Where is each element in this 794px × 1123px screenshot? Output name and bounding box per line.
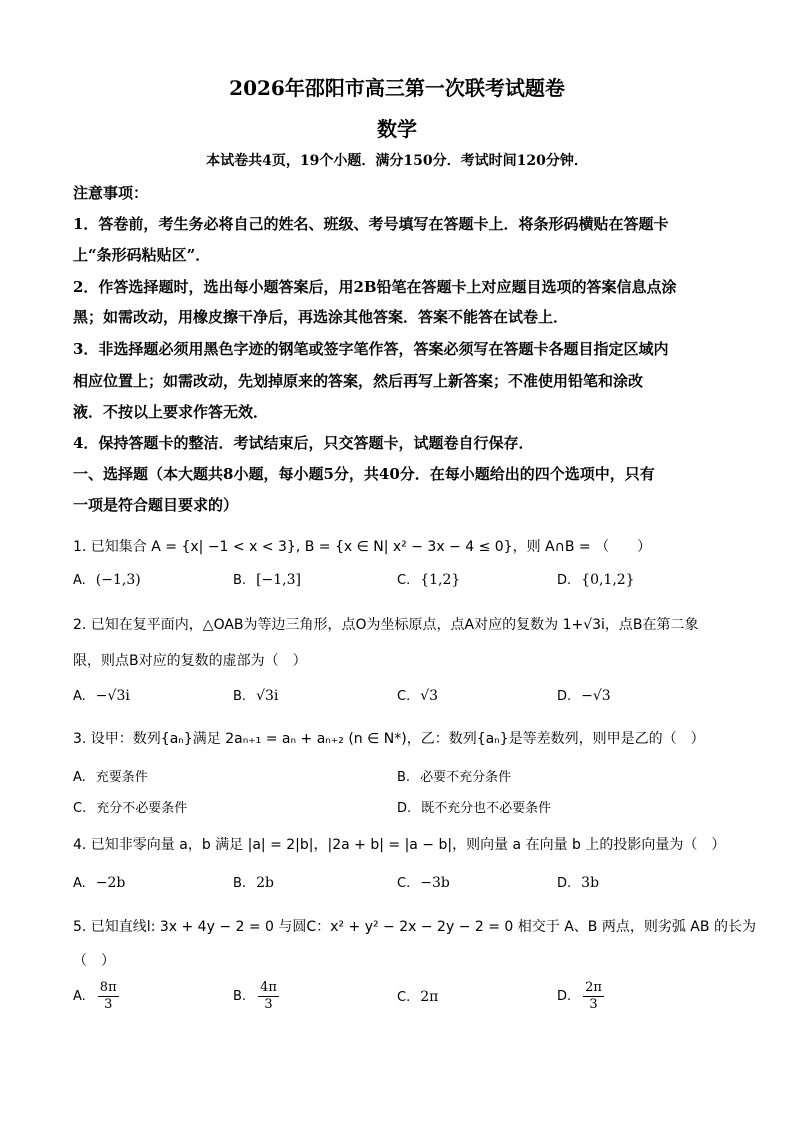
notes-line: 4．保持答题卡的整洁．考试结束后，只交答题卡，试题卷自行保存． bbox=[73, 434, 534, 452]
option-4d[interactable] bbox=[557, 875, 599, 891]
option-3d[interactable] bbox=[397, 797, 551, 816]
option-5d[interactable] bbox=[557, 980, 604, 1013]
question-stem-1: 1. 已知集合 A = {x| −1 < x < 3}, B = {x ∈ N| x² − 3x − 4 ≤ 0}，则 A∩B = （ ） bbox=[73, 539, 652, 555]
option-label: B. bbox=[233, 989, 247, 1004]
option-label: D. bbox=[557, 876, 572, 891]
notes-line: 1．答卷前，考生务必将自己的姓名、班级、考号填写在答题卡上．将条形码横贴在答题卡 bbox=[73, 215, 669, 233]
option-value: 2b bbox=[256, 875, 274, 891]
notes-line: 3．非选择题必须用黑色字迹的钢笔或签字笔作答，答案必须写在答题卡各题目指定区域内 bbox=[73, 340, 669, 358]
option-value: {1,2} bbox=[420, 572, 461, 588]
option-value: −2b bbox=[95, 875, 126, 891]
option-5c[interactable] bbox=[397, 989, 438, 1005]
option-5a[interactable] bbox=[73, 980, 119, 1013]
option-3a[interactable] bbox=[73, 766, 148, 785]
question-stem-5: 5. 已知直线l: 3x + 4y − 2 = 0 与圆C：x² + y² − 2x − 2y − 2 = 0 相交于 A、B 两点，则劣弧 AB 的长为 bbox=[73, 919, 756, 935]
option-label: A. bbox=[73, 689, 86, 704]
option-value: −3b bbox=[420, 875, 450, 891]
option-3b[interactable] bbox=[397, 766, 511, 785]
fraction: $\frac{8\pi}{3}$ bbox=[99, 980, 117, 1012]
option-value: −√3i bbox=[95, 688, 130, 704]
option-4c[interactable] bbox=[397, 875, 450, 891]
option-2c[interactable] bbox=[397, 688, 438, 704]
option-label: C. bbox=[397, 990, 411, 1005]
option-label: D. bbox=[397, 801, 412, 816]
option-value: 3b bbox=[581, 875, 600, 891]
option-4b[interactable] bbox=[233, 875, 274, 891]
option-value: [−1,3] bbox=[256, 572, 301, 588]
option-1a[interactable] bbox=[73, 572, 141, 588]
option-value: (−1,3) bbox=[95, 572, 141, 588]
option-value: 充分不必要条件 bbox=[96, 801, 188, 816]
option-value: {0,1,2} bbox=[581, 572, 635, 588]
option-1d[interactable] bbox=[557, 572, 635, 588]
option-label: D. bbox=[557, 689, 572, 704]
option-2a[interactable] bbox=[73, 688, 130, 704]
option-3c[interactable] bbox=[73, 797, 187, 816]
fraction: $\frac{4\pi}{3}$ bbox=[260, 980, 277, 1012]
question-stem-2: 2. 已知在复平面内，△OAB为等边三角形，点O为坐标原点，点A对应的复数为 1+√3i，点B在第二象 bbox=[73, 617, 699, 633]
option-label: A. bbox=[73, 989, 86, 1004]
option-label: A. bbox=[73, 876, 86, 891]
option-label: D. bbox=[557, 989, 572, 1004]
option-label: C. bbox=[397, 689, 411, 704]
notes-line: 相应位置上；如需改动，先划掉原来的答案，然后再写上新答案；不准使用铅笔和涂改 bbox=[73, 372, 644, 390]
option-value: 必要不充分条件 bbox=[420, 770, 512, 785]
option-value: 2π bbox=[420, 989, 439, 1005]
option-value: 既不充分也不必要条件 bbox=[421, 801, 552, 816]
option-label: C. bbox=[397, 573, 411, 588]
question-stem-2: 限，则点B对应的复数的虚部为（ ） bbox=[73, 653, 307, 669]
fraction: $\frac{2\pi}{3}$ bbox=[585, 980, 602, 1012]
option-value: −√3 bbox=[581, 688, 611, 704]
exam-intro: 本试卷共4页，19个小题．满分150分．考试时间120分钟． bbox=[206, 153, 588, 169]
question-stem-4: 4. 已知非零向量 a，b 满足 |a| = 2|b|，|2a + b| = |a − b|，则向量 a 在向量 b 上的投影向量为（ ） bbox=[73, 837, 726, 853]
option-value: √3i bbox=[256, 688, 279, 704]
option-label: B. bbox=[397, 770, 411, 785]
option-label: D. bbox=[557, 573, 572, 588]
option-4a[interactable] bbox=[73, 875, 125, 891]
question-stem-5: （ ） bbox=[73, 953, 115, 969]
option-label: B. bbox=[233, 573, 247, 588]
option-2d[interactable] bbox=[557, 688, 611, 704]
option-label: C. bbox=[397, 876, 411, 891]
subject-title: 数学 bbox=[377, 117, 417, 141]
notes-line: 黑；如需改动，用橡皮擦干净后，再选涂其他答案．答案不能答在试卷上． bbox=[73, 308, 569, 326]
question-stem-3: 3. 设甲：数列{aₙ}满足 2aₙ₊₁ = aₙ + aₙ₊₂ (n ∈ N*)，乙：数列{aₙ}是等差数列，则甲是乙的（ ） bbox=[73, 731, 705, 747]
option-value: √3 bbox=[420, 688, 439, 704]
option-label: C. bbox=[73, 801, 87, 816]
option-5b[interactable] bbox=[233, 980, 279, 1013]
option-label: A. bbox=[73, 573, 86, 588]
option-1c[interactable] bbox=[397, 572, 460, 588]
option-value: 充要条件 bbox=[95, 770, 148, 785]
section-heading: 一、选择题（本大题共8小题，每小题5分，共40分．在每小题给出的四个选项中，只有 bbox=[73, 465, 655, 483]
option-2b[interactable] bbox=[233, 688, 278, 704]
option-label: B. bbox=[233, 689, 247, 704]
section-heading: 一项是符合题目要求的） bbox=[73, 496, 239, 514]
notes-line: 液．不按以上要求作答无效． bbox=[73, 403, 269, 421]
exam-title: 2026年邵阳市高三第一次联考试题卷 bbox=[229, 76, 565, 100]
notes-line: 2．作答选择题时，选出每小题答案后，用2B铅笔在答题卡上对应题目选项的答案信息点涂 bbox=[73, 278, 677, 296]
notes-line: 上“条形码粘贴区”． bbox=[73, 246, 211, 264]
notes-heading: 注意事项： bbox=[73, 184, 149, 202]
option-label: A. bbox=[73, 770, 86, 785]
option-label: B. bbox=[233, 876, 247, 891]
option-1b[interactable] bbox=[233, 572, 301, 588]
